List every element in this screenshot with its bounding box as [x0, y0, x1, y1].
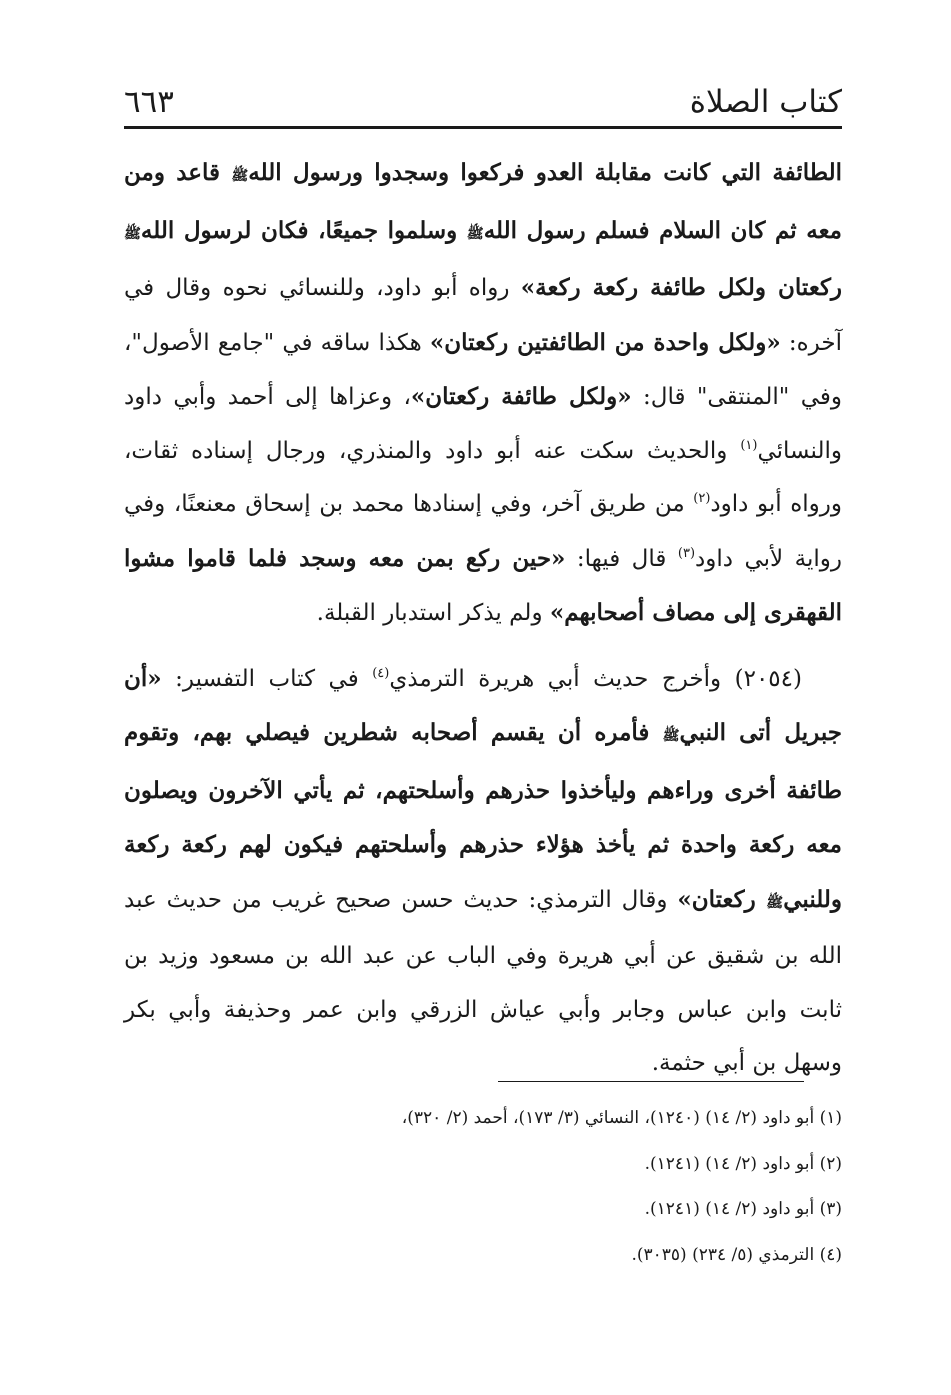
commentary-text: والحديث سكت عنه أبو داود والمنذري، ورجال إسناده ثقات، ورواه أبو داود — [124, 437, 842, 517]
footnote-1: (١) أبو داود (٢/ ١٤) (١٢٤٠)، النسائي (٣/ ١٧٣)، أحمد (٢/ ٣٢٠)، — [401, 1108, 842, 1128]
salutation-glyph: ﷺ — [662, 728, 680, 744]
hadith-text: ركعتان» — [677, 885, 767, 913]
hadith-text: فأمره أن يقسم أصحابه شطرين فيصلي بهم، وتقوم طائفة أخرى وراءهم وليأخذوا حذرهم وأسلحتهم، ثم يأتي الآخرون ويصلون معه ركعة واحدة ثم يأخذ هؤلاء حذرهم وأسلحتهم فيكون لهم ركعة ركعة وللنبي — [124, 719, 842, 913]
hadith-text: «أن جبريل أتى النبي — [124, 664, 842, 746]
main-text — [124, 146, 842, 1091]
footnote-3: (٣) أبو داود (٢/ ١٤) (١٢٤١). — [644, 1199, 842, 1219]
page-header — [124, 60, 842, 120]
hadith-text: «ولكل طائفة ركعتان» — [410, 383, 632, 410]
commentary-text: قال فيها: — [565, 545, 678, 572]
commentary-text: ، وعزاها إلى أحمد وأبي داود والنسائي — [124, 384, 842, 464]
page-number: ٦٦٣ — [124, 84, 174, 120]
hadith-text: قاعد ومن معه ثم كان السلام فسلم رسول الله — [124, 159, 842, 244]
footnote-marker: (١) — [740, 437, 758, 453]
footnote-marker: (٣) — [677, 545, 696, 561]
salutation-glyph: ﷺ — [466, 225, 484, 242]
salutation-glyph: ﷺ — [231, 168, 249, 184]
hadith-text: وسلموا جميعًا، فكان لرسول الله — [140, 216, 467, 244]
footnotes — [124, 1096, 842, 1278]
header-rule — [124, 126, 842, 129]
salutation-glyph: ﷺ — [124, 225, 141, 242]
footnote-4: (٤) الترمذي (٥/ ٢٣٤) (٣٠٣٥). — [631, 1244, 842, 1265]
book-page — [124, 60, 842, 1360]
salutation-glyph: ﷺ — [766, 894, 784, 911]
hadith-text: «حين ركع بمن معه وسجد فلما قاموا مشوا القهقرى إلى مصاف أصحابهم» — [124, 544, 842, 626]
footnote-2: (٢) أبو داود (٢/ ١٤) (١٢٤١). — [644, 1153, 842, 1174]
footnote-marker: (٤) — [372, 665, 390, 681]
commentary-text: وقال الترمذي: حديث حسن صحيح غريب من حديث عبد الله بن شقيق عن أبي هريرة وفي الباب عن عبد الله بن مسعود وزيد بن ثابت وابن عباس وجابر وأبي عياش الزرقي وابن عمر وحذيفة وأبي بكر وسهل بن أبي حثمة. — [124, 886, 842, 1076]
hadith-text: ركعتان ولكل طائفة ركعة ركعة» — [520, 274, 842, 301]
commentary-text: (٢٠٥٤) وأخرج حديث أبي هريرة الترمذي — [389, 665, 802, 692]
commentary-text: ولم يذكر استدبار القبلة. — [316, 600, 550, 626]
footnote-marker: (٢) — [693, 491, 711, 506]
hadith-text: «ولكل واحدة من الطائفتين ركعتان» — [429, 328, 781, 356]
commentary-text: رواه أبو داود، وللنسائي نحوه وقال في آخره: — [124, 275, 842, 356]
paragraph-1 — [124, 146, 842, 641]
commentary-text: من طريق آخر، وفي إسنادها محمد بن إسحاق معنعنًا، وفي رواية لأبي داود — [124, 491, 842, 572]
commentary-text: في كتاب التفسير: — [161, 665, 373, 692]
paragraph-2 — [124, 652, 842, 1091]
chapter-title: كتاب الصلاة — [689, 84, 842, 120]
commentary-text: هكذا ساقه في "جامع الأصول"، وفي "المنتقى" قال: — [124, 329, 843, 410]
hadith-text: الطائفة التي كانت مقابلة العدو فركعوا وسجدوا ورسول الله — [248, 159, 842, 186]
footnote-separator — [498, 1081, 804, 1082]
